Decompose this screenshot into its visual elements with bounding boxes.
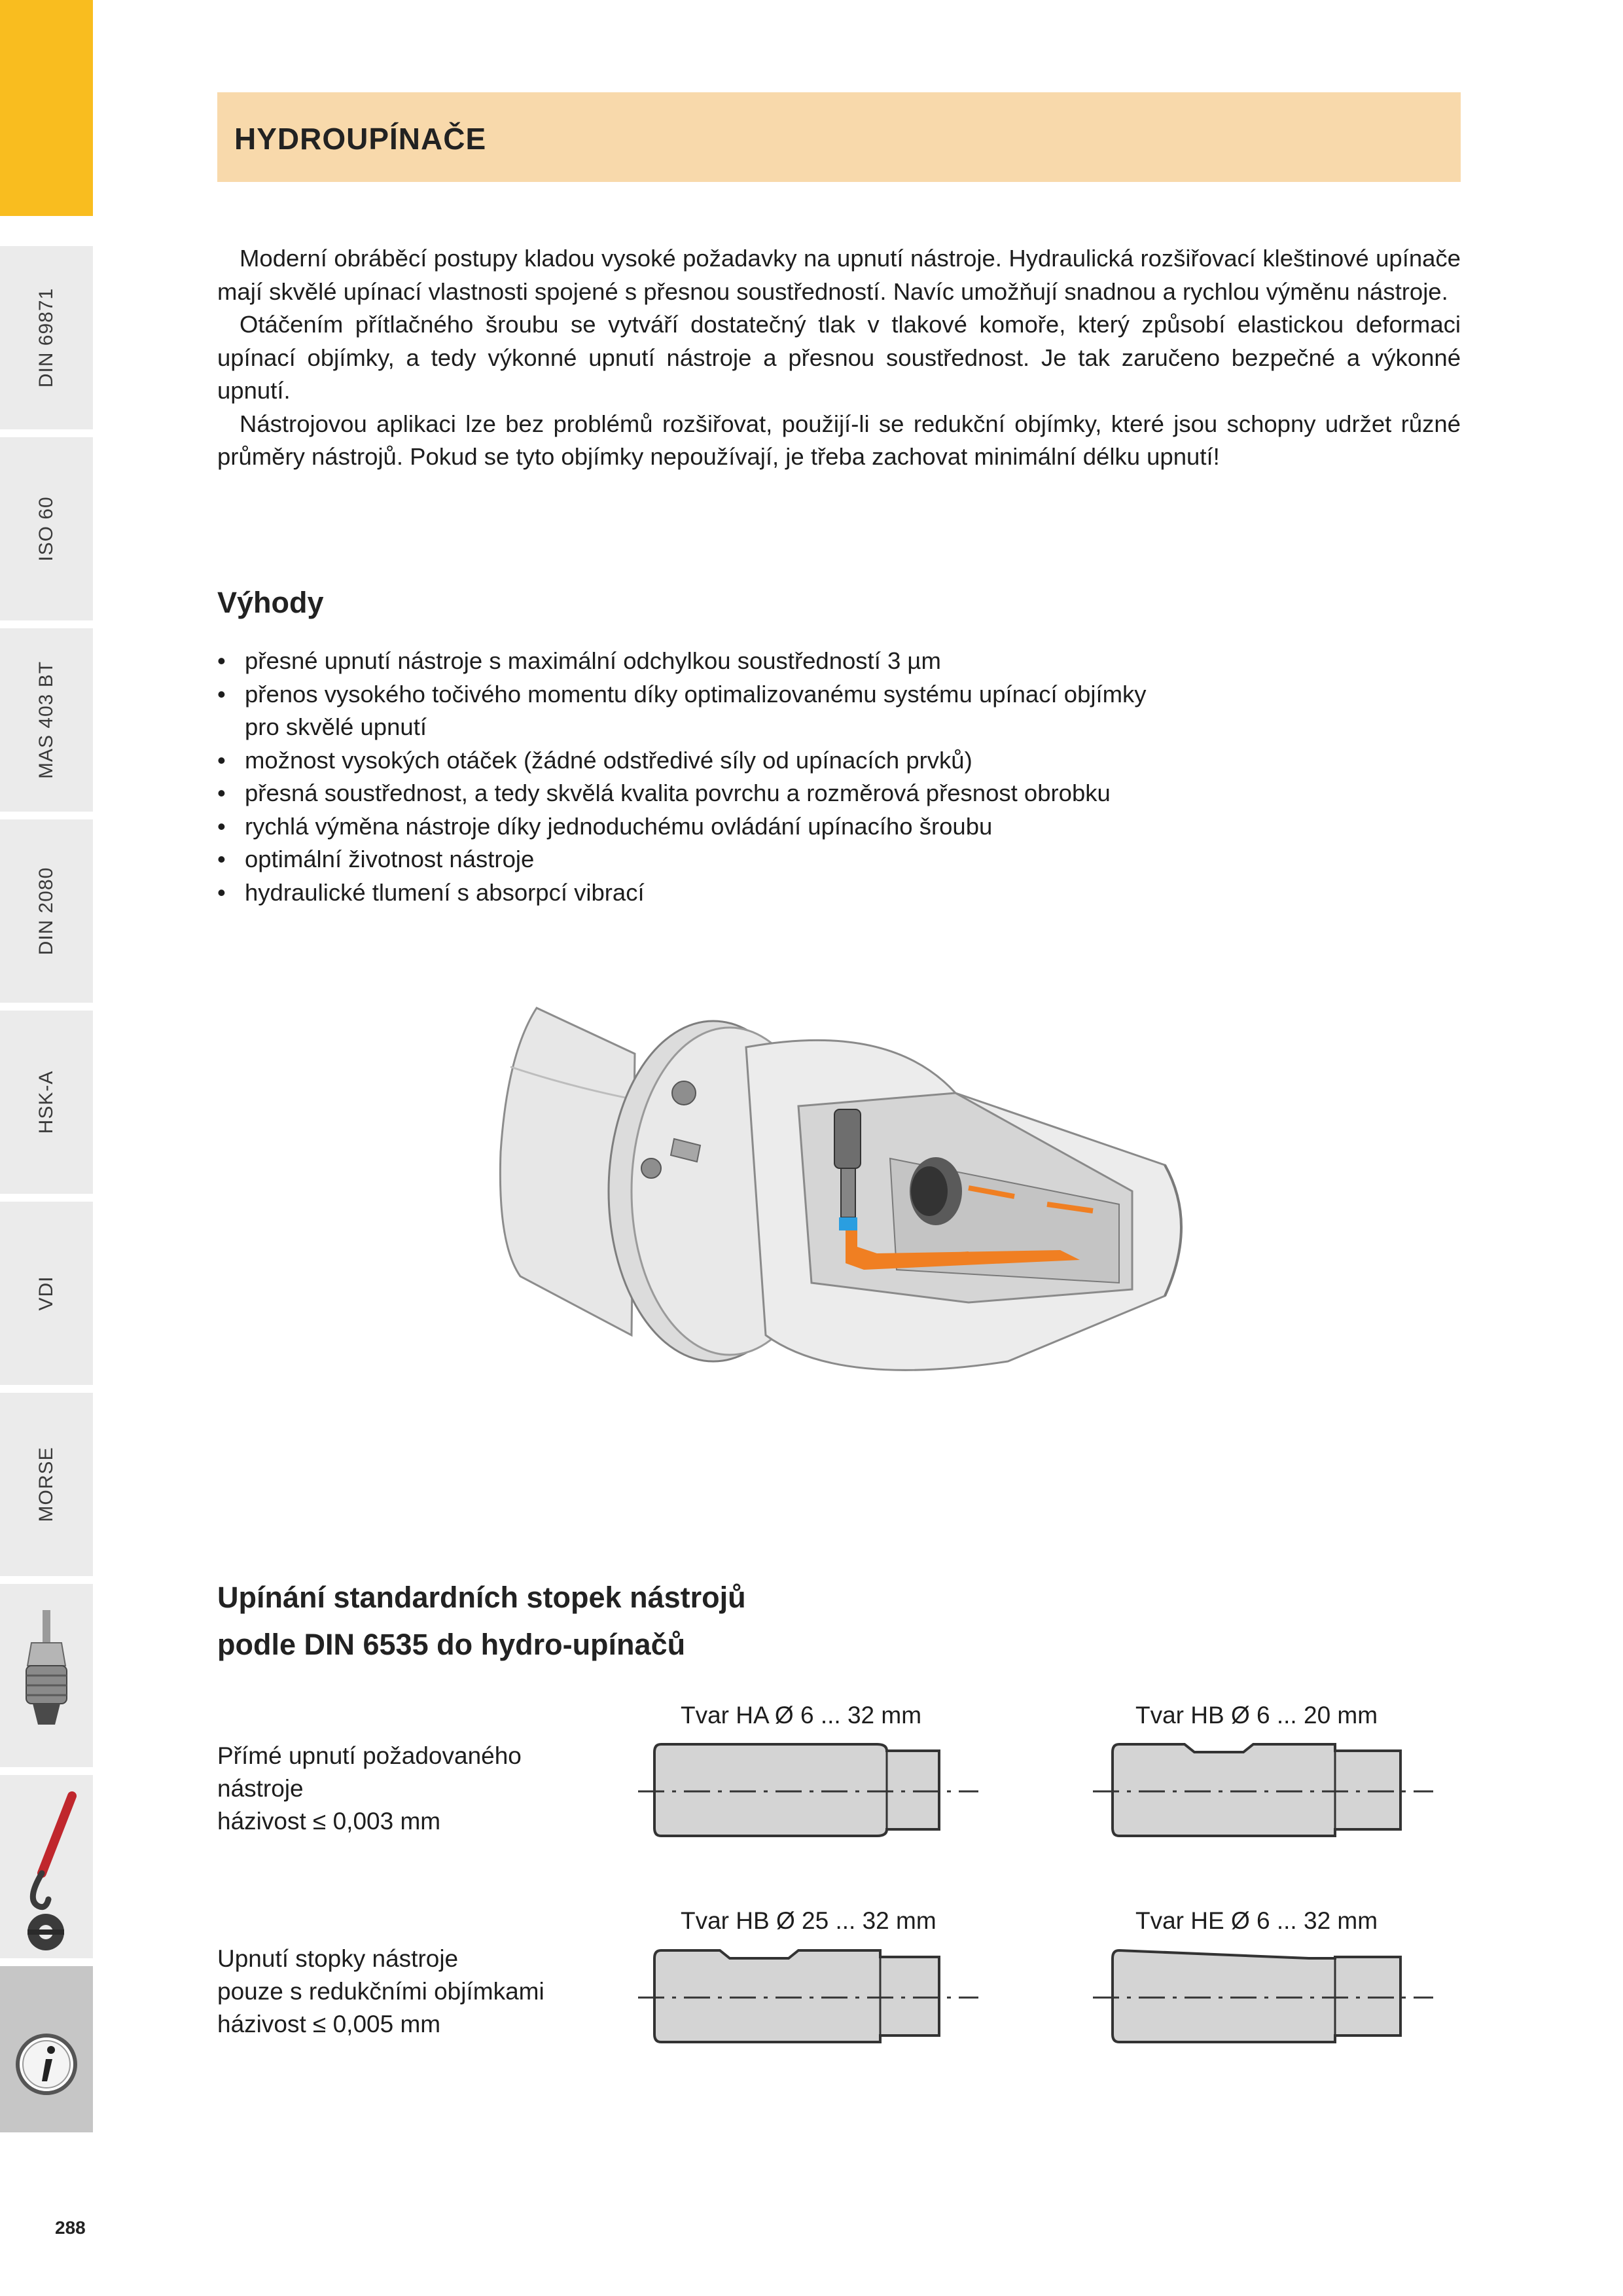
drill-chuck-icon [0,1584,93,1771]
tab-label: HSK-A [35,1070,57,1134]
shank-shape-label: Tvar HA Ø 6 ... 32 mm [681,1702,922,1729]
list-item: • přesná soustřednost, a tedy skvělá kvalita povrchu a rozměrová přesnost obrobku [217,777,1166,810]
info-icon [0,1966,93,2136]
tab-label: MAS 403 BT [35,660,57,780]
tab-din-2080[interactable] [0,819,93,1007]
tab-wrenches-nuts[interactable] [0,1775,93,1962]
tab-info[interactable] [0,1966,93,2136]
advantages-list [217,645,1166,909]
tab-morse[interactable] [0,1393,93,1580]
list-item: • přenos vysokého točivého momentu díky optimalizovanému systému upínací objímky pro skvělé upnutí [217,678,1166,744]
description-line: házivost ≤ 0,003 mm [217,1808,441,1835]
list-item: • možnost vysokých otáček (žádné odstředivé síly od upínacích prvků) [217,744,1166,778]
shank-shape-label: Tvar HB Ø 25 ... 32 mm [681,1907,936,1934]
list-item: • hydraulické tlumení s absorpcí vibrací [217,876,1166,910]
clamping-heading-line: Upínání standardních stopek nástrojů [217,1581,746,1614]
tab-label: MORSE [35,1446,57,1522]
advantages-heading: Výhody [217,586,324,619]
section-header [217,92,1461,182]
intro-text [217,242,1461,474]
description-line: nástroje [217,1775,304,1802]
list-item: • rychlá výměna nástroje díky jednoduchému ovládání upínacího šroubu [217,810,1166,844]
tab-label: DIN 2080 [35,867,57,956]
shank-form-he-diagram [1093,1944,1433,2055]
description-line: házivost ≤ 0,005 mm [217,2011,441,2037]
list-item: • optimální životnost nástroje [217,843,1166,876]
tab-din-69871[interactable] [0,246,93,433]
shank-form-ha-diagram [638,1738,978,1849]
intro-paragraph: Otáčením přítlačného šroubu se vytváří dostatečný tlak v tlakové komoře, který způsobí elastickou deformaci upínací objímky, a tedy výkonné upnutí nástroje a přesnou soustřednost. Je tak zaručeno bezpečné a výkonné upnutí. [217,311,1461,404]
tab-label: DIN 69871 [35,287,57,388]
intro-paragraph: Nástrojovou aplikaci lze bez problémů rozšiřovat, použijí-li se redukční objímky, které jsou schopny udržet různé průměry nástrojů. Pokud se tyto objímky nepoužívají, je třeba zachovat minimální délku upnutí! [217,410,1461,470]
tab-vdi[interactable] [0,1202,93,1389]
shank-form-hb-diagram [1093,1738,1433,1849]
tab-label: ISO 60 [35,496,57,562]
list-item: • přesné upnutí nástroje s maximální odchylkou soustředností 3 µm [217,645,1166,678]
shank-shape-label: Tvar HE Ø 6 ... 32 mm [1135,1907,1378,1934]
clamping-row-description [217,1943,584,2041]
tab-mas-403-bt[interactable] [0,628,93,816]
description-line: Přímé upnutí požadovaného [217,1742,522,1769]
intro-paragraph: Moderní obráběcí postupy kladou vysoké požadavky na upnutí nástroje. Hydraulická rozšiřovací kleštinové upínače mají skvělé upínací vlastnosti spojené s přesnou soustředností. Navíc umožňují snadnou a rychlou výměnu nástroje. [217,245,1461,305]
description-line: Upnutí stopky nástroje [217,1945,459,1972]
shank-shape-label: Tvar HB Ø 6 ... 20 mm [1135,1702,1378,1729]
hook-wrench-nut-icon [0,1775,93,1962]
page-title: HYDROUPÍNAČE [234,122,487,156]
clamping-heading-line: podle DIN 6535 do hydro-upínačů [217,1628,686,1661]
shank-form-hb-large-diagram [638,1944,978,2055]
tab-drill-chucks[interactable] [0,1584,93,1771]
tab-iso-60[interactable] [0,437,93,624]
tab-hsk-a[interactable] [0,1011,93,1198]
clamping-row-description [217,1740,584,1838]
active-section-marker [0,0,93,216]
section-tabs [0,0,93,2296]
page-number: 288 [55,2217,86,2238]
hydraulic-chuck-illustration [471,995,1204,1414]
clamping-heading [217,1574,746,1668]
tab-label: VDI [35,1276,57,1311]
description-line: pouze s redukčními objímkami [217,1978,544,2005]
